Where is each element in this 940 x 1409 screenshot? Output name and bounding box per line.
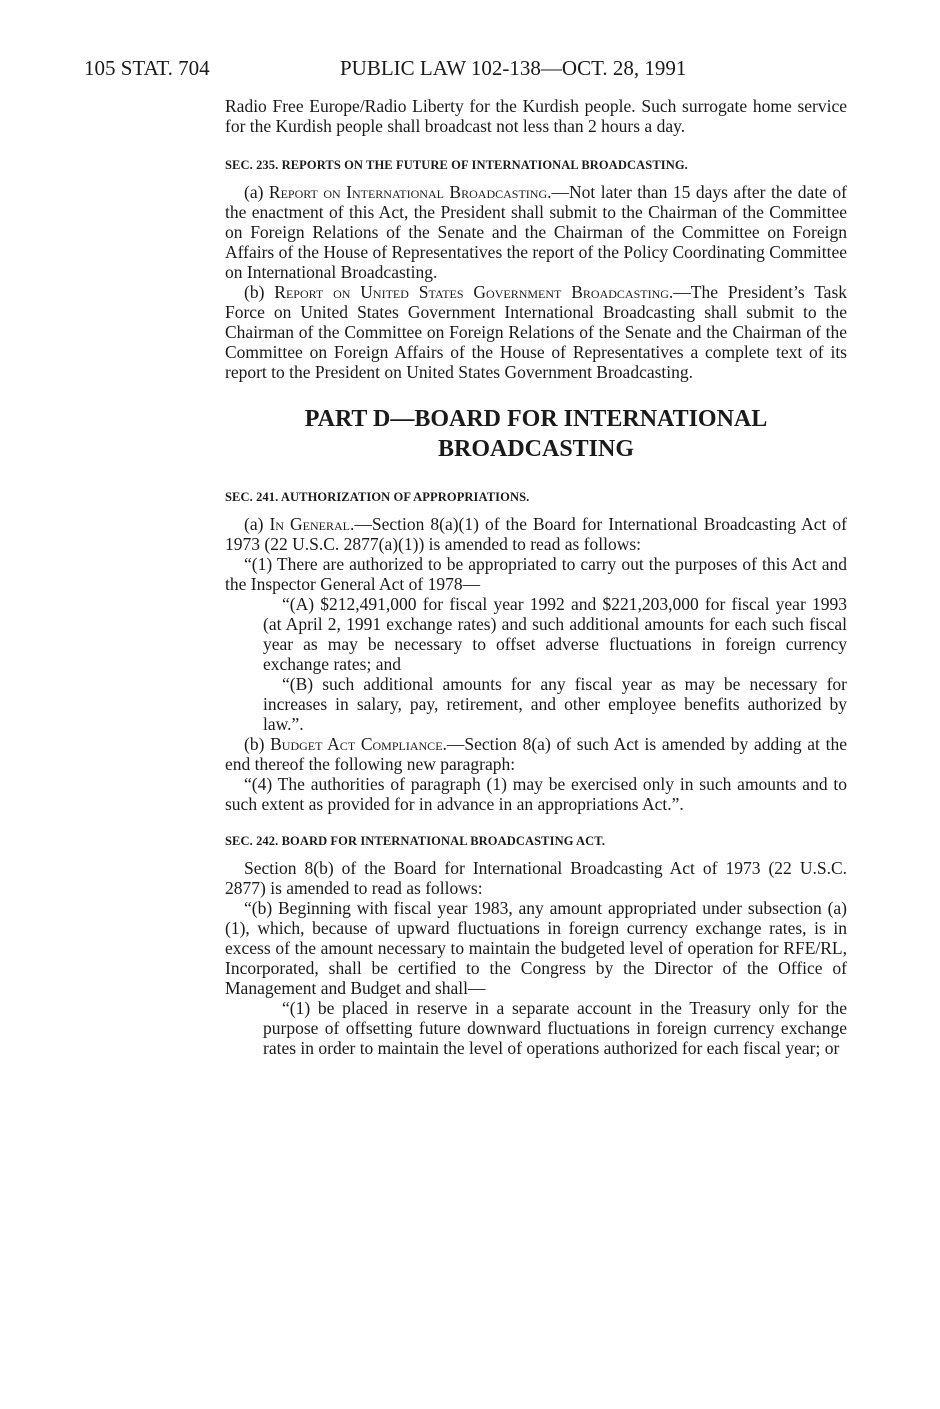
section-242-heading: SEC. 242. BOARD FOR INTERNATIONAL BROADCASTING ACT.	[225, 834, 606, 848]
section-235-a: (a) Report on International Broadcasting.—Not later than 15 days after the date of the enactment of this Act, the President shall submit to the Chairman of the Committee on Foreign Relations of the Senate and the Chairman of the Committee on Foreign Affairs of the House of Representatives the report of the Policy Coordinating Committee on International Broadcasting.	[225, 182, 848, 282]
section-235-b-text: .—The President’s Task Force on United States Government International Broadcasting shall submit to the Chairman of the Committee on Foreign Relations of the Senate and the Chairman of the Committee on Foreign Affairs of the House of Representatives a complete text of its report to the President on United States Government Broadcasting.	[225, 282, 848, 382]
section-241-quote-1: “(1) There are authorized to be appropriated to carry out the purposes of this Act and the Inspector General Act of 1978—	[225, 554, 847, 594]
section-241-quote-4: “(4) The authorities of paragraph (1) may be exercised only in such amounts and to such extent as provided for in advance in an appropriations Act.”.	[225, 774, 847, 814]
section-235-b-heading: Report on United States Government Broadcasting	[274, 282, 669, 302]
part-d-heading	[225, 404, 847, 464]
section-242-quote-1: “(1) be placed in reserve in a separate account in the Treasury only for the purpose of offsetting future downward fluctuations in foreign currency exchange rates in order to maintain the level of operations authorized for each fiscal year; or	[263, 998, 847, 1058]
document-body	[225, 96, 847, 1058]
intro-paragraph: Radio Free Europe/Radio Liberty for the Kurdish people. Such surrogate home service for the Kurdish people shall broadcast not less than 2 hours a day.	[225, 96, 847, 136]
section-241-b: (b) Budget Act Compliance.—Section 8(a) of such Act is amended by adding at the end thereof the following new paragraph:	[225, 734, 847, 774]
statute-page-number: 105 STAT. 704	[84, 56, 210, 80]
section-241-a-heading: In General	[269, 514, 350, 534]
section-241-a: (a) In General.—Section 8(a)(1) of the Board for International Broadcasting Act of 1973 (22 U.S.C. 2877(a)(1)) is amended to read as follows:	[225, 514, 847, 554]
section-235-b: (b) Report on United States Government Broadcasting.—The President’s Task Force on United States Government International Broadcasting shall submit to the Chairman of the Committee on Foreign Relations of the Senate and the Chairman of the Committee on Foreign Affairs of the House of Representatives a complete text of its report to the President on United States Government Broadcasting.	[225, 282, 848, 382]
section-242-paragraph: Section 8(b) of the Board for International Broadcasting Act of 1973 (22 U.S.C. 2877) is amended to read as follows:	[225, 858, 847, 898]
section-241-heading: SEC. 241. AUTHORIZATION OF APPROPRIATIONS.	[225, 490, 530, 504]
section-241-b-heading: Budget Act Compliance	[270, 734, 443, 754]
section-241-quote-b: “(B) such additional amounts for any fiscal year as may be necessary for increases in salary, pay, retirement, and other employee benefits authorized by law.”.	[263, 674, 847, 734]
section-241-b-text: .—Section 8(a) of such Act is amended by adding at the end thereof the following new paragraph:	[225, 734, 847, 774]
section-241-a-text: .—Section 8(a)(1) of the Board for International Broadcasting Act of 1973 (22 U.S.C. 2877(a)(1)) is amended to read as follows:	[225, 514, 847, 554]
section-235-a-heading: Report on International Broadcasting	[268, 182, 548, 202]
running-header: PUBLIC LAW 102-138—OCT. 28, 1991	[340, 56, 687, 80]
section-235-a-text: .—Not later than 15 days after the date of the enactment of this Act, the President shall submit to the Chairman of the Committee on Foreign Relations of the Senate and the Chairman of the Committee on Foreign Affairs of the House of Representatives the report of the Policy Coordinating Committee on International Broadcasting.	[225, 182, 848, 282]
part-d-heading-line1: PART D—BOARD FOR INTERNATIONAL	[304, 406, 768, 432]
part-d-heading-line2: BROADCASTING	[437, 436, 635, 462]
section-235-heading: SEC. 235. REPORTS ON THE FUTURE OF INTERNATIONAL BROADCASTING.	[225, 158, 688, 172]
section-242-quote-b: “(b) Beginning with fiscal year 1983, any amount appropriated under subsection (a)(1), which, because of upward fluctuations in foreign currency exchange rates, is in excess of the amount necessary to maintain the budgeted level of operation for RFE/RL, Incorporated, shall be certified to the Congress by the Director of the Office of Management and Budget and shall—	[225, 898, 847, 998]
section-241-quote-a: “(A) $212,491,000 for fiscal year 1992 and $221,203,000 for fiscal year 1993 (at April 2, 1991 exchange rates) and such additional amounts for each such fiscal year as may be necessary to offset adverse fluctuations in foreign currency exchange rates; and	[263, 594, 847, 674]
